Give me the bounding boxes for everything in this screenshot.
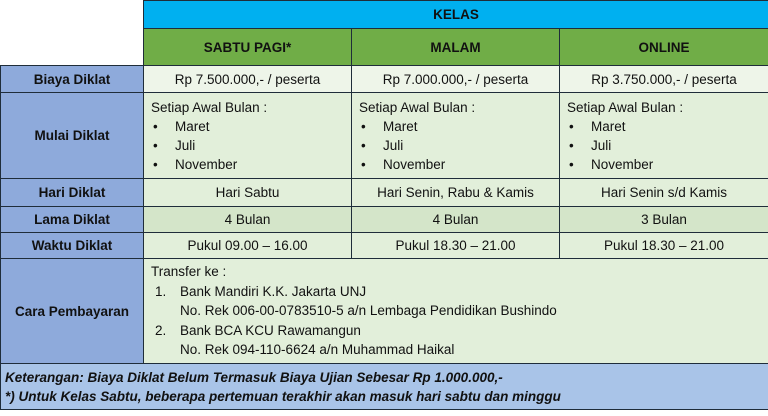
biaya-online: Rp 3.750.000,- / peserta <box>560 66 768 93</box>
bank-item <box>151 282 768 302</box>
lama-sabtu: 4 Bulan <box>144 207 352 233</box>
payment-intro: Transfer ke : <box>151 264 227 280</box>
waktu-malam: Pukul 18.30 – 21.00 <box>352 233 560 259</box>
biaya-malam: Rp 7.000.000,- / peserta <box>352 66 560 93</box>
month-item: • Maret <box>151 117 351 136</box>
row-label-cara: Cara Pembayaran <box>1 259 144 364</box>
bank-item <box>151 321 768 341</box>
corner-blank <box>1 1 144 66</box>
lama-malam: 4 Bulan <box>352 207 560 233</box>
bank-number: 1. <box>155 283 167 299</box>
mulai-intro: Setiap Awal Bulan : <box>567 99 684 115</box>
row-label-lama: Lama Diklat <box>1 207 144 233</box>
month-item: • Juli <box>359 136 559 155</box>
month-item: • Maret <box>359 117 559 136</box>
row-label-waktu: Waktu Diklat <box>1 233 144 259</box>
month-item: • Juli <box>567 136 768 155</box>
lama-online: 3 Bulan <box>560 207 768 233</box>
payment-details <box>144 259 768 364</box>
row-label-hari: Hari Diklat <box>1 179 144 207</box>
notes-cell <box>1 364 768 410</box>
note-sabtu: *) Untuk Kelas Sabtu, beberapa pertemuan terakhir akan masuk hari sabtu dan minggu <box>5 388 561 404</box>
hari-malam: Hari Senin, Rabu & Kamis <box>352 179 560 207</box>
mulai-sabtu <box>144 93 352 179</box>
month-item: • November <box>359 155 559 174</box>
row-label-mulai: Mulai Diklat <box>1 93 144 179</box>
waktu-online: Pukul 18.30 – 21.00 <box>560 233 768 259</box>
month-item: • Juli <box>151 136 351 155</box>
month-list <box>151 117 351 174</box>
row-label-biaya: Biaya Diklat <box>1 66 144 93</box>
bank-name: Bank Mandiri K.K. Jakarta UNJ <box>180 283 367 299</box>
mulai-malam <box>352 93 560 179</box>
mulai-online <box>560 93 768 179</box>
month-list <box>567 117 768 174</box>
column-header-online: ONLINE <box>560 29 768 66</box>
column-header-sabtu: SABTU PAGI* <box>144 29 352 66</box>
note-keterangan: Keterangan: Biaya Diklat Belum Termasuk Biaya Ujian Sebesar Rp 1.000.000,- <box>5 369 503 385</box>
waktu-sabtu: Pukul 09.00 – 16.00 <box>144 233 352 259</box>
month-item: • November <box>151 155 351 174</box>
mulai-intro: Setiap Awal Bulan : <box>151 99 268 115</box>
bank-account: No. Rek 006-00-0783510-5 a/n Lembaga Pendidikan Bushindo <box>180 303 557 319</box>
month-item: • Maret <box>567 117 768 136</box>
bank-account: No. Rek 094-110-6624 a/n Muhammad Haikal <box>180 342 455 358</box>
hari-sabtu: Hari Sabtu <box>144 179 352 207</box>
biaya-sabtu: Rp 7.500.000,- / peserta <box>144 66 352 93</box>
bank-name: Bank BCA KCU Rawamangun <box>180 322 361 338</box>
month-list <box>359 117 559 174</box>
hari-online: Hari Senin s/d Kamis <box>560 179 768 207</box>
mulai-intro: Setiap Awal Bulan : <box>359 99 476 115</box>
kelas-header: KELAS <box>144 1 768 29</box>
month-item: • November <box>567 155 768 174</box>
bank-number: 2. <box>155 322 167 338</box>
column-header-malam: MALAM <box>352 29 560 66</box>
